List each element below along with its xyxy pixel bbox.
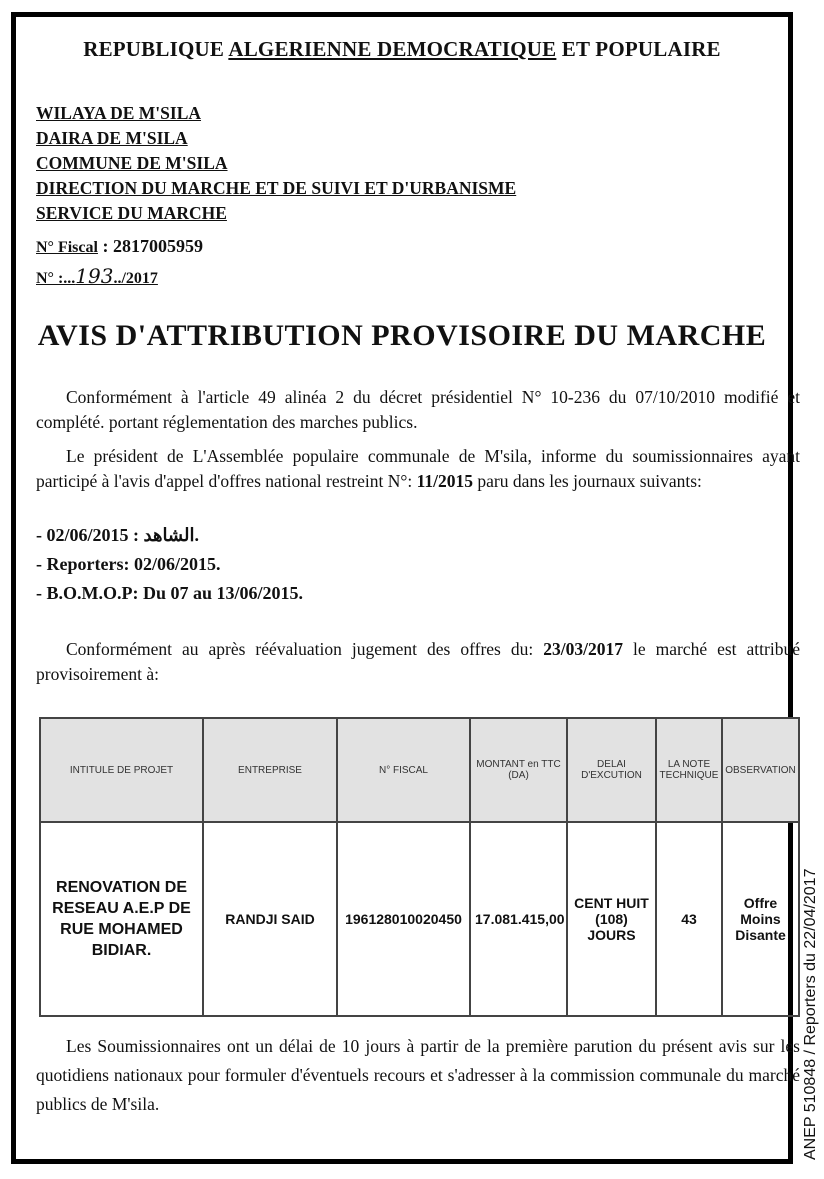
service-line: SERVICE DU MARCHE <box>36 203 227 223</box>
journal-item: - الشاهد : 02/06/2015. <box>36 525 199 545</box>
authorities-block <box>36 101 516 226</box>
cell-fiscal: 196128010020450 <box>337 822 470 1016</box>
handwritten-number: 193 <box>75 264 114 288</box>
document-frame <box>11 12 800 1164</box>
header-intitule: INTITULE DE PROJET <box>40 718 203 822</box>
direction-line: DIRECTION DU MARCHE ET DE SUIVI ET D'URBANISME <box>36 178 517 198</box>
attribution-table <box>39 717 800 1017</box>
header-delai: DELAI D'EXCUTION <box>567 718 656 822</box>
page-title: AVIS D'ATTRIBUTION PROVISOIRE DU MARCHE <box>37 319 767 352</box>
paragraph-closing: Les Soumissionnaires ont un délai de 10 jours à partir de la première parution du présent avis sur les quotidiens nationaux pour formuler d'éventuels recours et s'adresser à la commission communale du marché publics de M'sila. <box>36 1036 800 1114</box>
journal-item: - Reporters: 02/06/2015. <box>36 554 221 574</box>
daira-line: DAIRA DE M'SILA <box>36 128 188 148</box>
fiscal-number: N° Fiscal : 2817005959 <box>36 236 203 256</box>
header-fiscal: N° FISCAL <box>337 718 470 822</box>
header-entreprise: ENTREPRISE <box>203 718 337 822</box>
header-observation: OBSERVATION <box>722 718 799 822</box>
cell-observation: Offre Moins Disante <box>722 822 799 1016</box>
reference-number: N° :...193../2017 <box>36 264 158 288</box>
side-credit: ANEP 510848 / Reporters du 22/04/2017 <box>802 868 819 1160</box>
header-note: LA NOTE TECHNIQUE <box>656 718 722 822</box>
cell-entreprise: RANDJI SAID <box>203 822 337 1016</box>
table-row <box>40 822 799 1016</box>
cell-montant: 17.081.415,00 <box>470 822 567 1016</box>
header-montant: MONTANT en TTC (DA) <box>470 718 567 822</box>
paragraph-president: Le président de L'Assemblée populaire communale de M'sila, informe du soumissionnaires ayant participé à l'avis d'appel d'offres national restreint N°: 11/2015 paru dans les journaux suivants: <box>36 446 800 491</box>
paragraph-decree: Conformément à l'article 49 alinéa 2 du décret présidentiel N° 10-236 du 07/10/2010 modifié et complété. portant réglementation des marches publics. <box>36 387 800 432</box>
cell-note: 43 <box>656 822 722 1016</box>
cell-projet: RENOVATION DE RESEAU A.E.P DE RUE MOHAMED BIDIAR. <box>40 822 203 1016</box>
republic-header: REPUBLIQUE ALGERIENNE DEMOCRATIQUE ET POPULAIRE <box>83 37 721 61</box>
commune-line: COMMUNE DE M'SILA <box>36 153 228 173</box>
journals-list <box>36 521 303 608</box>
cell-delai: CENT HUIT (108) JOURS <box>567 822 656 1016</box>
wilaya-line: WILAYA DE M'SILA <box>36 103 202 123</box>
journal-item: - B.O.M.O.P: Du 07 au 13/06/2015. <box>36 583 304 603</box>
paragraph-attribution: Conformément au après réévaluation jugement des offres du: 23/03/2017 le marché est attribué provisoirement à: <box>36 639 800 684</box>
table-header-row <box>40 718 799 822</box>
